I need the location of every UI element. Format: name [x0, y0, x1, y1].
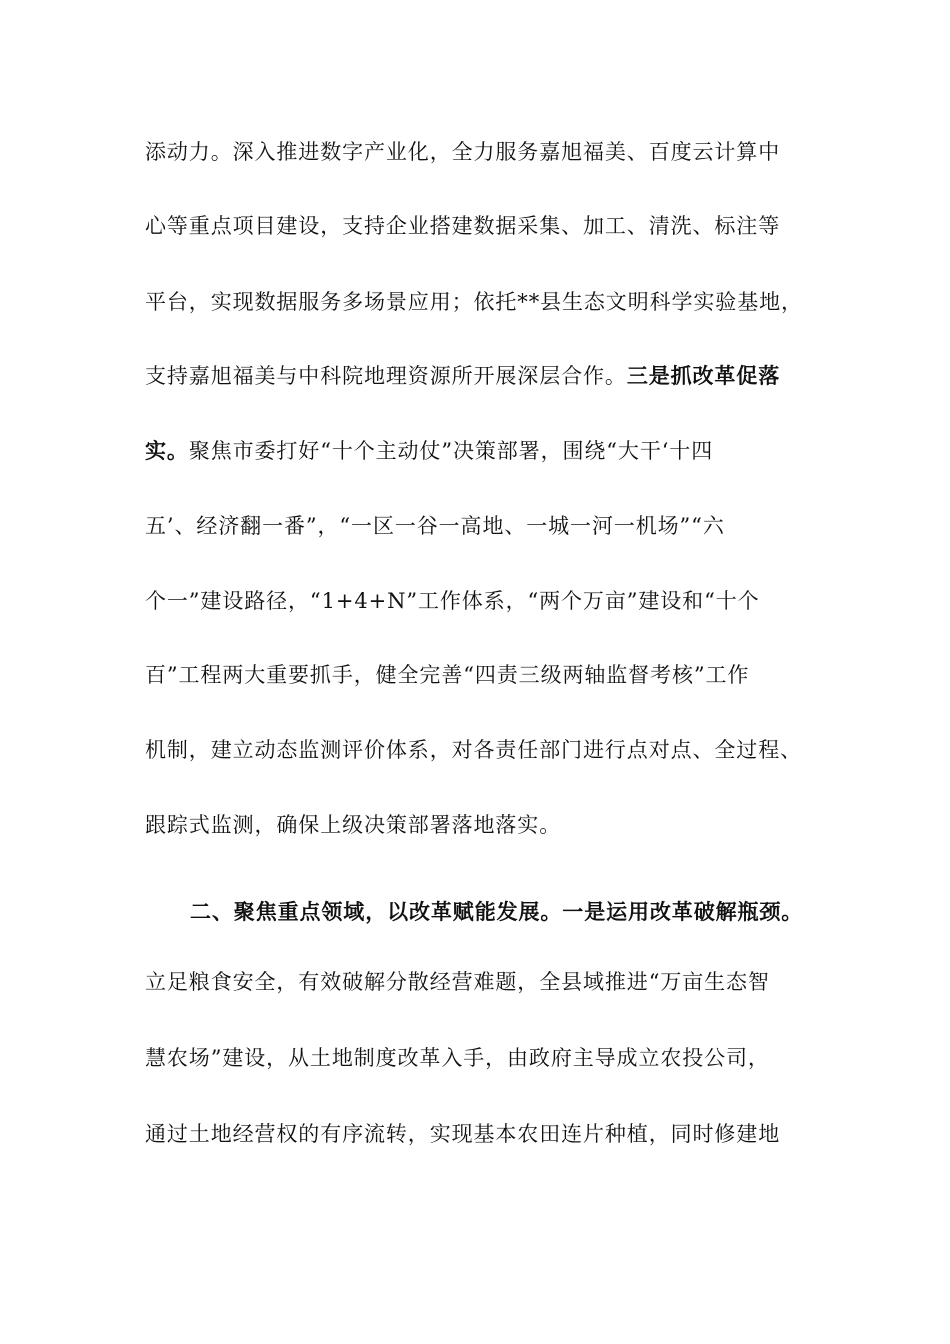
line-text: 百”工程两大重要抓手，健全完善“四责三级两轴监督考核”工作	[145, 663, 750, 687]
heading-text: 二、聚焦重点领域，以改革赋能发展。一是运用改革破解瓶颈。	[190, 899, 804, 924]
paragraph-line	[145, 584, 760, 618]
line-text: 立足粮食安全，有效破解分散经营难题，全县域推进“万亩生态智	[145, 970, 770, 994]
paragraph-line	[145, 135, 780, 169]
line-text: 机制，建立动态监测评价体系，对各责任部门进行点对点、全过程、	[145, 738, 802, 762]
paragraph-line	[145, 285, 803, 319]
line-text: 五’、经济翻一番”，“一区一谷一高地、一城一河一机场”“六	[145, 514, 725, 538]
paragraph-line	[145, 733, 802, 767]
line-text: 聚焦市委打好“十个主动仗”决策部署，围绕“大干‘十四	[188, 439, 714, 463]
line-text: 通过土地经营权的有序流转，实现基本农田连片种植，同时修建地	[145, 1122, 781, 1146]
paragraph-line	[145, 509, 725, 543]
paragraph-line	[145, 434, 713, 468]
paragraph-line	[145, 209, 780, 243]
paragraph-line	[145, 359, 780, 393]
section-heading	[190, 895, 803, 929]
line-text: 心等重点项目建设，支持企业搭建数据采集、加工、清洗、标注等	[145, 214, 781, 238]
bold-heading-text: 三是抓改革促落	[626, 363, 781, 388]
paragraph-line	[145, 808, 561, 842]
paragraph-line	[145, 1117, 780, 1151]
line-text: 添动力。深入推进数字产业化，全力服务嘉旭福美、百度云计算中	[145, 140, 781, 164]
bold-heading-text: 实。	[145, 438, 189, 463]
line-text: 支持嘉旭福美与中科院地理资源所开展深层合作。	[145, 364, 627, 388]
paragraph-line	[145, 1041, 770, 1075]
line-text: 个一”建设路径，“1+4+N”工作体系，“两个万亩”建设和“十个	[145, 589, 760, 613]
paragraph-line	[145, 965, 770, 999]
line-text: 跟踪式监测，确保上级决策部署落地落实。	[145, 813, 562, 837]
line-text: 慧农场”建设，从土地制度改革入手，由政府主导成立农投公司，	[145, 1046, 770, 1070]
line-text: 平台，实现数据服务多场景应用；依托**县生态文明科学实验基地，	[145, 290, 803, 314]
paragraph-line	[145, 658, 749, 692]
